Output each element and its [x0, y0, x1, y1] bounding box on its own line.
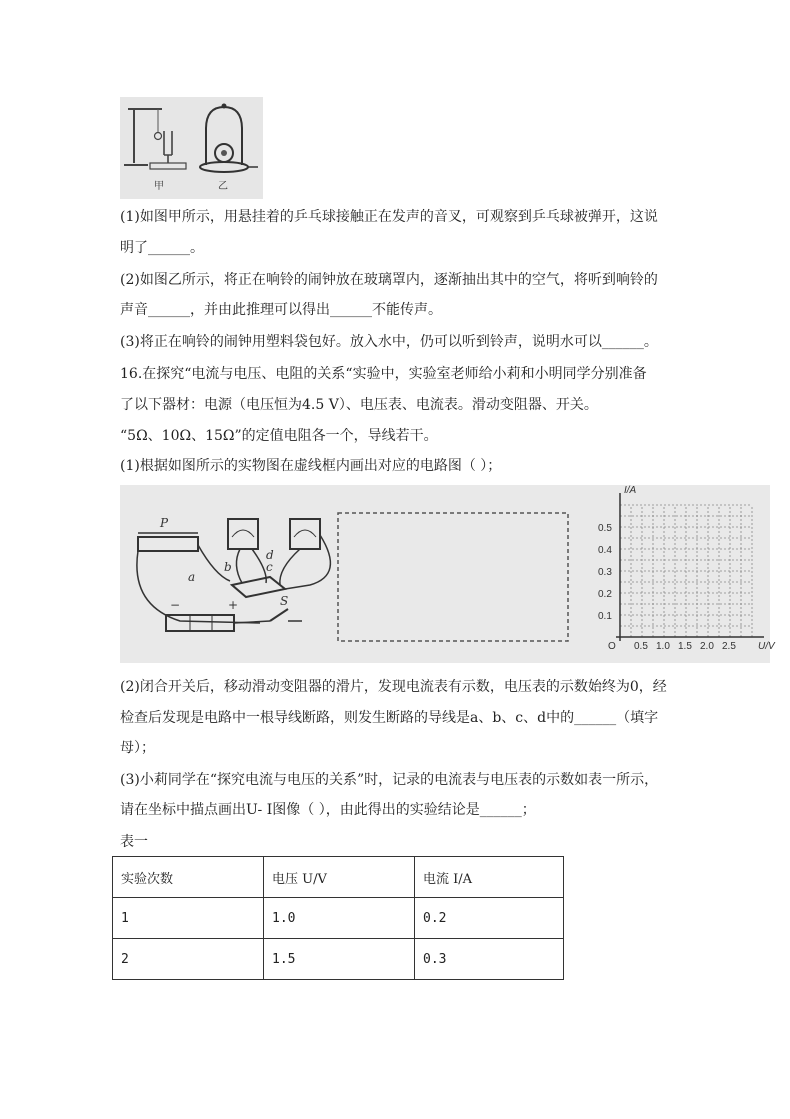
label-slider-p: P	[160, 516, 169, 530]
q16-p3-line1: (3)小莉同学在“探究电流与电压的关系”时，记录的电流表与电压表的示数如表一所示，	[120, 772, 659, 788]
label-wire-d: d	[266, 548, 274, 562]
y-tick-label: 0.3	[598, 567, 612, 578]
switch-icon	[270, 609, 288, 621]
x-tick-label: 2.5	[722, 641, 736, 652]
q15-p2-line2: 声音______，并由此推理可以得出______不能传声。	[120, 302, 442, 318]
q15-p2-line1: (2)如图乙所示，将正在响铃的闹钟放在玻璃罩内，逐渐抽出其中的空气，将听到响铃的	[120, 272, 658, 288]
origin-label: O	[608, 641, 616, 652]
q16-intro-line1: 16.在探究“电流与电压、电阻的关系“实验中，实验室老师给小莉和小明同学分别准备	[120, 366, 647, 382]
table-header-row	[113, 857, 564, 898]
y-tick-label: 0.5	[598, 523, 612, 534]
rheostat-icon	[138, 537, 198, 551]
y-axis-label: I/A	[624, 485, 637, 496]
q16-p3-line2: 请在坐标中描点画出U- I图像（ ），由此得出的实验结论是______；	[120, 802, 536, 818]
y-tick-label: 0.1	[598, 611, 612, 622]
x-tick-label: 1.5	[678, 641, 692, 652]
voltmeter-icon	[290, 519, 320, 549]
table-cell: 0.3	[415, 939, 564, 980]
label-wire-a: a	[188, 570, 196, 584]
table-cell: 1	[113, 898, 264, 939]
q15-p3-line1: (3)将正在响铃的闹钟用塑料袋包好。放入水中，仍可以听到铃声，说明水可以______。	[120, 334, 658, 350]
x-tick-label: 0.5	[634, 641, 648, 652]
label-minus: −	[170, 598, 181, 612]
figure-tuning-fork-bell-jar	[120, 97, 263, 199]
x-axis-label: U/V	[758, 641, 775, 652]
table-row	[113, 898, 564, 939]
q15-p1-line1: (1)如图甲所示，用悬挂着的乒乓球接触正在发声的音叉，可观察到乒乓球被弹开，这说	[120, 209, 658, 225]
table-row	[113, 939, 564, 980]
label-jia: 甲	[154, 181, 164, 192]
q16-p1-line1: (1)根据如图所示的实物图在虚线框内画出对应的电路图（ ）；	[120, 458, 502, 474]
q16-p2-line3: 母）；	[120, 740, 155, 756]
table-cell: 1.0	[264, 898, 415, 939]
table-header-cell: 电压 U/V	[264, 857, 415, 898]
table-header-cell: 实验次数	[113, 857, 264, 898]
table-cell: 1.5	[264, 939, 415, 980]
label-wire-b: b	[224, 560, 232, 574]
data-table	[112, 856, 564, 980]
y-tick-label: 0.4	[598, 545, 612, 556]
q16-p2-line2: 检查后发现是电路中一根导线断路，则发生断路的导线是a、b、c、d中的______（填字	[120, 710, 659, 726]
y-tick-label: 0.2	[598, 589, 612, 600]
label-yi: 乙	[218, 181, 228, 192]
label-plus: +	[228, 598, 239, 612]
q16-p2-line1: (2)闭合开关后，移动滑动变阻器的滑片，发现电流表有示数，电压表的示数始终为0，经	[120, 679, 667, 695]
q16-intro-line3: “5Ω、10Ω、15Ω”的定值电阻各一个，导线若干。	[120, 428, 438, 444]
table-caption: 表一	[120, 834, 148, 850]
x-tick-label: 2.0	[700, 641, 714, 652]
dashed-answer-box	[338, 513, 568, 641]
q16-intro-line2: 了以下器材：电源（电压恒为4.5 V）、电压表、电流表。滑动变阻器、开关。	[120, 397, 598, 413]
x-tick-label: 1.0	[656, 641, 670, 652]
table-header-cell: 电流 I/A	[415, 857, 564, 898]
battery-icon	[166, 615, 234, 631]
q15-p1-line2: 明了______。	[120, 240, 204, 256]
ammeter-icon	[228, 519, 258, 549]
iu-graph	[598, 485, 776, 652]
figure-circuit-and-graph	[120, 485, 775, 663]
table-cell: 0.2	[415, 898, 564, 939]
label-switch-s: S	[280, 594, 289, 608]
label-wire-c: c	[266, 560, 273, 574]
table-cell: 2	[113, 939, 264, 980]
